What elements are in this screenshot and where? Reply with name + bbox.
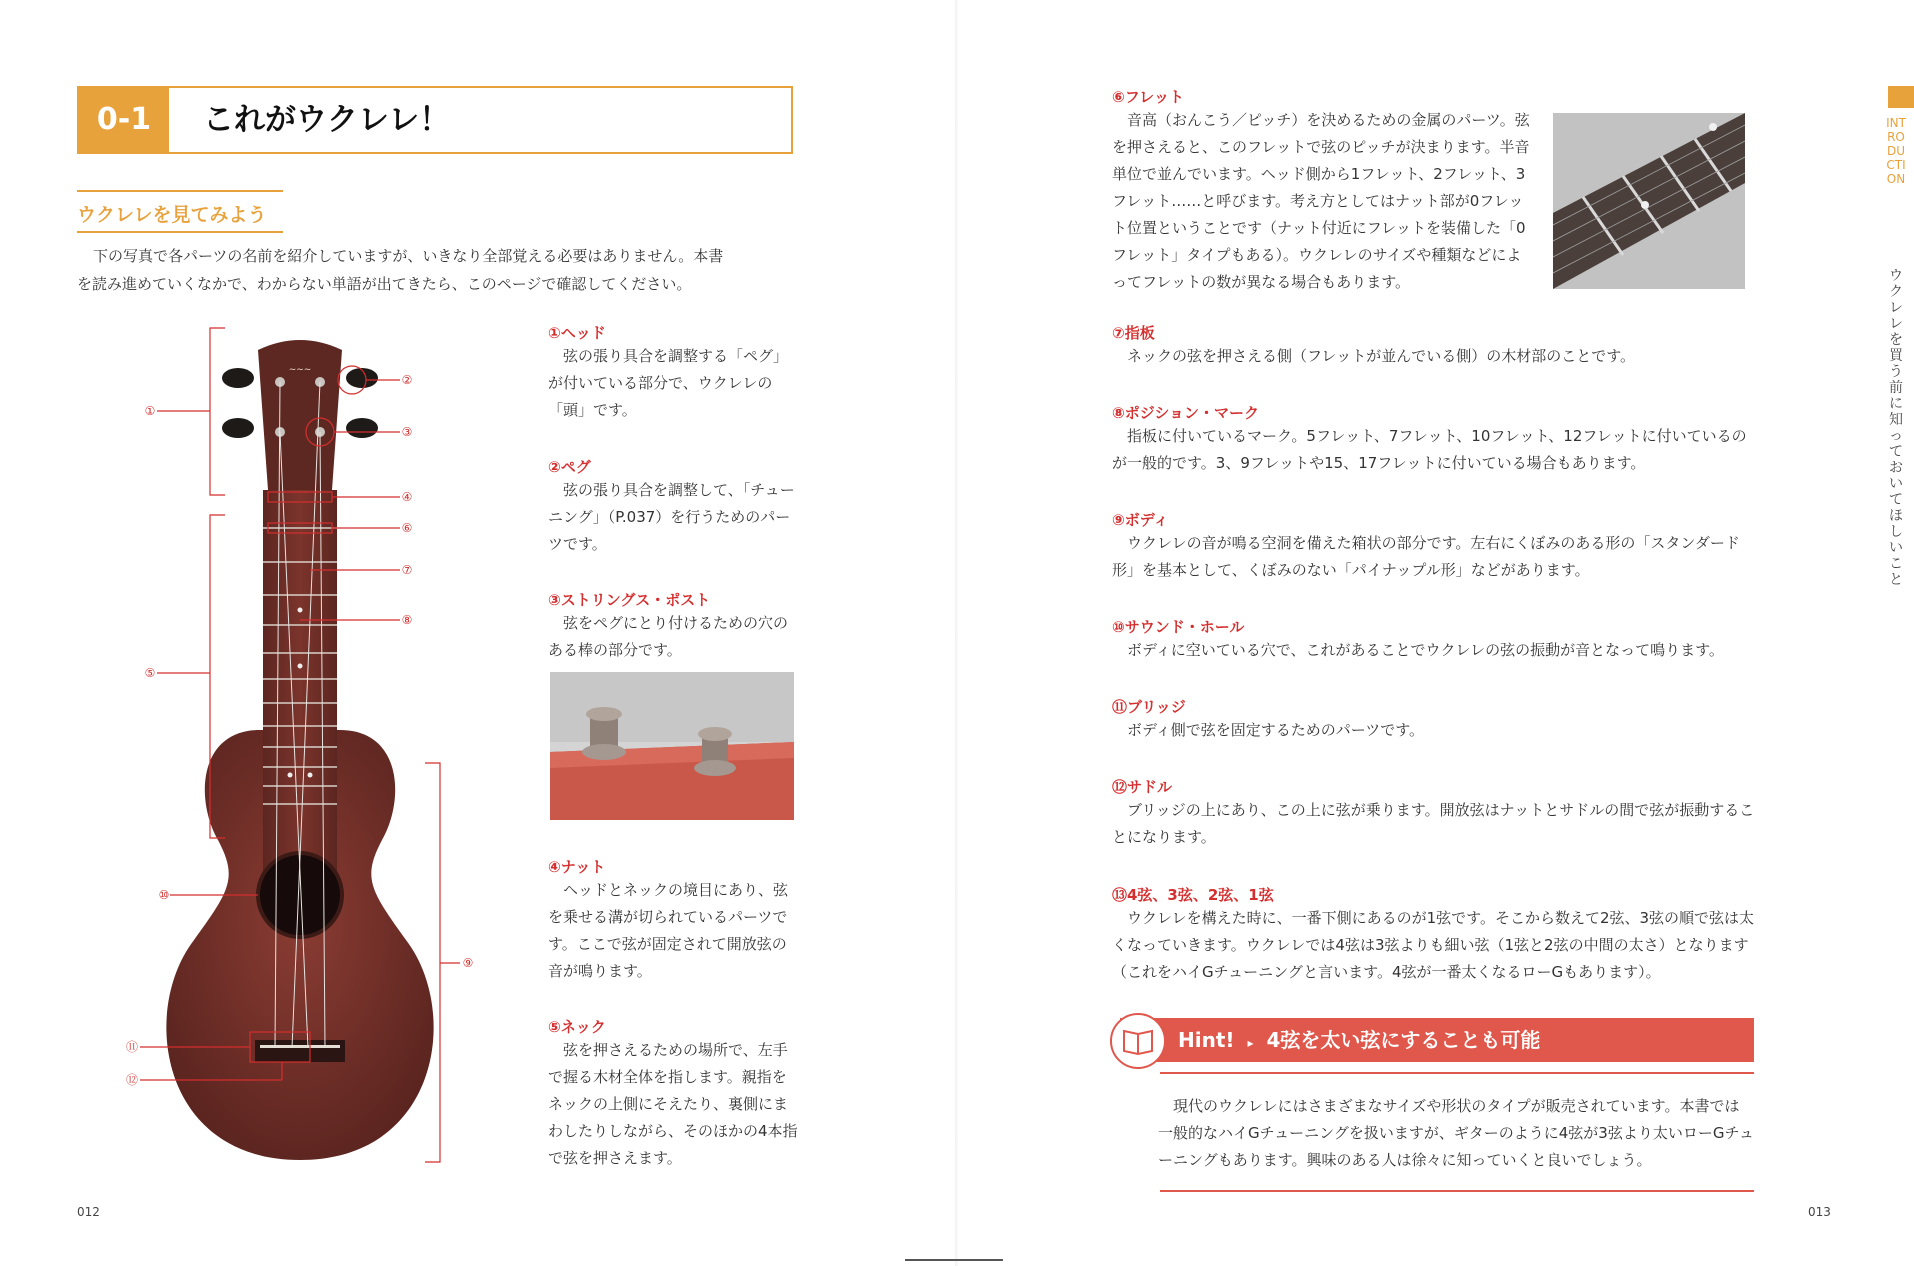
hint-divider-top xyxy=(1160,1072,1754,1074)
brand-logo: ~~~ xyxy=(288,365,312,375)
callout-11: ⑪ xyxy=(125,1040,139,1054)
part-text: ウクレレを構えた時に、一番下側にあるのが1弦です。そこから数えて2弦、3弦の順で弦は太くなっていきます。ウクレレでは4弦は3弦よりも細い弦（1弦と2弦の中間の太さ）となります（これをハイGチューニングと言います。4弦が一番太くなるローGもあります）。 xyxy=(1112,909,1755,981)
part-item xyxy=(548,1016,798,1172)
hint-text: 現代のウクレレにはさまざまなサイズや形状のタイプが販売されています。本書では一般的なハイGチューニングを扱いますが、ギターのように4弦が3弦より太いローGチューニングもあります。興味のある人は徐々に知っていくと良いでしょう。 xyxy=(1158,1097,1754,1169)
intro-paragraph: 下の写真で各パーツの名前を紹介していますが、いきなり全部覚える必要はありません。本書を読み進めていくなかで、わからない単語が出てきたら、このページで確認してください。 xyxy=(77,247,724,293)
position-mark xyxy=(298,664,303,669)
subheading: ウクレレを見てみよう xyxy=(77,190,283,233)
page-number-left: 012 xyxy=(77,1205,100,1219)
callout-4: ④ xyxy=(401,490,413,504)
part-title: ②ペグ xyxy=(548,458,591,476)
part-text: 指板に付いているマーク。5フレット、7フレット、10フレット、12フレットに付いているのが一般的です。3、9フレットや15、17フレットに付いている場合もあります。 xyxy=(1112,427,1747,472)
part-item xyxy=(1112,322,1757,370)
part-item xyxy=(548,322,798,424)
fret-photo xyxy=(1553,113,1745,289)
callout-10: ⑩ xyxy=(158,888,170,902)
part-title: ①ヘッド xyxy=(548,324,606,342)
hint-divider-bottom xyxy=(1160,1190,1754,1192)
part-title: ④ナット xyxy=(548,858,606,876)
part-text: 弦をペグにとり付けるための穴のある棒の部分です。 xyxy=(548,614,789,659)
ukulele-head xyxy=(258,340,342,490)
string-post-photo xyxy=(550,672,794,820)
part-title: ⑦指板 xyxy=(1112,324,1155,342)
part-text: ボディ側で弦を固定するためのパーツです。 xyxy=(1127,721,1425,739)
section-number: 0-1 xyxy=(79,88,169,152)
part-item xyxy=(548,456,798,558)
part-text: 弦の張り具合を調整する「ペグ」が付いている部分で、ウクレレの「頭」です。 xyxy=(548,347,789,419)
callout-3: ③ xyxy=(401,425,413,439)
part-text: 音高（おんこう／ピッチ）を決めるための金属のパーツ。弦を押さえると、このフレットで弦のピッチが決まります。半音単位で並んでいます。ヘッド側から1フレット、2フレット、3フレット……と呼びます。考え方としてはナット部が0フレット位置ということです（ナット付近にフレットを装備した「0フレット」タイプもある）。ウクレレのサイズや種類などによってフレットの数が異なる場合もあります。 xyxy=(1112,111,1530,291)
part-item xyxy=(548,856,798,985)
part-title: ⑨ボディ xyxy=(1112,511,1169,529)
part-item xyxy=(1112,86,1536,296)
hint-title: 4弦を太い弦にすることも可能 xyxy=(1266,1028,1541,1052)
hint-label: Hint! xyxy=(1178,1028,1235,1052)
part-title: ⑬4弦、3弦、2弦、1弦 xyxy=(1112,886,1274,904)
part-text: ネックの弦を押さえる側（フレットが並んでいる側）の木材部のことです。 xyxy=(1127,347,1636,365)
callout-12: ⑫ xyxy=(125,1073,139,1087)
part-title: ⑪ブリッジ xyxy=(1112,698,1186,716)
part-title: ⑫サドル xyxy=(1112,778,1173,796)
part-title: ⑥フレット xyxy=(1112,88,1184,106)
position-mark xyxy=(308,773,313,778)
chapter-tab-title: ウクレレを買う前に知っておいてほしいこと xyxy=(1889,268,1903,588)
part-item xyxy=(1112,616,1757,664)
page-number-right: 013 xyxy=(1808,1205,1831,1219)
bottom-mark xyxy=(905,1259,1003,1261)
callout-9: ⑨ xyxy=(462,956,474,970)
callout-5: ⑤ xyxy=(144,666,156,680)
chapter-tab xyxy=(1888,86,1914,108)
section-title: これがウクレレ！ xyxy=(203,102,451,138)
part-item xyxy=(548,589,798,664)
part-item xyxy=(1112,884,1757,986)
book-spine-shadow xyxy=(955,0,959,1266)
part-item xyxy=(1112,776,1757,851)
part-title: ③ストリングス・ポスト xyxy=(548,591,711,609)
part-item xyxy=(1112,696,1757,744)
part-text: 弦の張り具合を調整して、「チューニング」（P.037）を行うためのパーツです。 xyxy=(548,481,795,553)
part-item xyxy=(1112,402,1757,477)
book-icon xyxy=(1110,1013,1166,1069)
hint-title-row xyxy=(1178,1018,1540,1062)
part-title: ⑧ポジション・マーク xyxy=(1112,404,1260,422)
part-text: 弦を押さえるための場所で、左手で握る木材全体を指します。親指をネックの上側にそえたり、裏側にまわしたりしながら、そのほかの4本指で弦を押さえます。 xyxy=(548,1041,798,1167)
callout-7: ⑦ xyxy=(401,563,413,577)
position-mark xyxy=(298,608,303,613)
triangle-right-icon: ▸ xyxy=(1247,1036,1254,1050)
callout-8: ⑧ xyxy=(401,613,413,627)
part-text: ヘッドとネックの境目にあり、弦を乗せる溝が切られているパーツです。ここで弦が固定されて開放弦の音が鳴ります。 xyxy=(548,881,789,980)
callout-2: ② xyxy=(401,373,413,387)
callout-1: ① xyxy=(144,404,156,418)
ukulele-diagram xyxy=(110,320,510,1190)
bridge xyxy=(255,1040,345,1062)
position-mark xyxy=(288,773,293,778)
section-title-banner xyxy=(77,86,793,154)
part-title: ⑤ネック xyxy=(548,1018,606,1036)
part-item xyxy=(1112,509,1757,584)
part-title: ⑩サウンド・ホール xyxy=(1112,618,1245,636)
part-text: ブリッジの上にあり、この上に弦が乗ります。開放弦はナットとサドルの間で弦が振動することになります。 xyxy=(1112,801,1755,846)
chapter-tab-latin: INTRODUCTION xyxy=(1886,116,1906,186)
part-text: ウクレレの音が鳴る空洞を備えた箱状の部分です。左右にくぼみのある形の「スタンダード形」を基本として、くぼみのない「パイナップル形」などがあります。 xyxy=(1112,534,1740,579)
callout-6: ⑥ xyxy=(401,521,413,535)
saddle xyxy=(260,1045,340,1048)
part-text: ボディに空いている穴で、これがあることでウクレレの弦の振動が音となって鳴ります。 xyxy=(1127,641,1724,659)
